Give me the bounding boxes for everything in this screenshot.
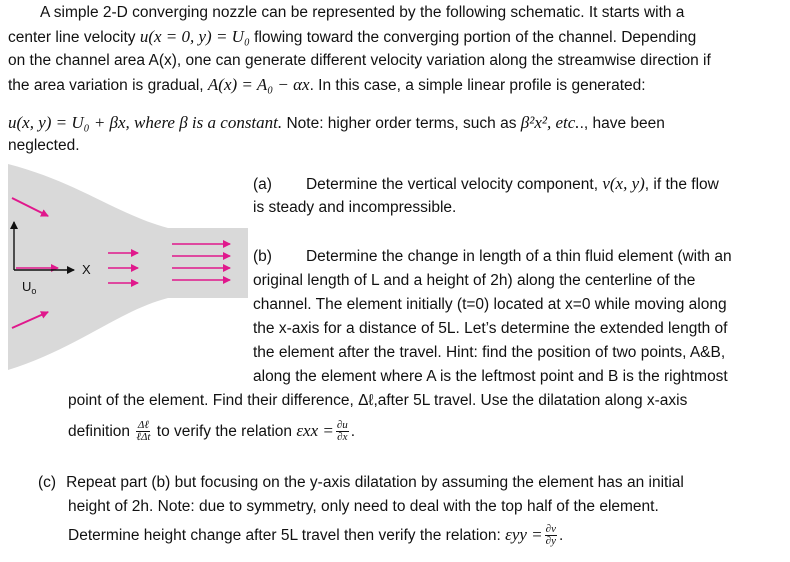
part-b-definition-text: definition [68, 423, 135, 440]
dx-denominator: ∂x [337, 431, 348, 444]
part-c-text: Repeat part (b) but focusing on the y-axis dilatation by assuming the element has an initial [66, 474, 684, 491]
nozzle-schematic [8, 160, 248, 372]
velocity-profile-eq: u(x, y) = U₀ + βx, where β is a constant. [8, 113, 283, 132]
part-b-line-2: original length of L and a height of 2h) along the centerline of the [253, 272, 696, 289]
part-a-text-2: , if the flow [644, 176, 719, 193]
higher-order-eq: β²x², etc. [520, 113, 580, 132]
intro-line-4a: the area variation is gradual, [8, 77, 208, 94]
dilatation-fraction [136, 420, 150, 443]
profile-line-2: neglected. [8, 137, 80, 154]
part-c-line-3 [68, 522, 563, 549]
part-a-text: Determine the vertical velocity component, [305, 176, 603, 193]
part-c-line-1 [38, 472, 684, 494]
dv-numerator: ∂v [545, 523, 556, 536]
part-b-line-3: channel. The element initially (t=0) located at x=0 while moving along [253, 296, 727, 313]
intro-line-1: A simple 2-D converging nozzle can be represented by the following schematic. It starts with a [40, 4, 685, 21]
du-dx-fraction [336, 420, 349, 443]
profile-note-end: ., have been [579, 115, 665, 132]
intro-line-3: on the channel area A(x), one can generate different velocity variation along the streamwise direction if [8, 52, 711, 69]
dilatation-denominator: ℓΔt [136, 431, 151, 444]
intro-line-2b: flowing toward the converging portion of the channel. Depending [249, 29, 697, 46]
part-b-line-5: the element after the travel. Hint: find the position of two points, A&B, [253, 344, 726, 361]
profile-line-1 [8, 112, 665, 135]
dilatation-numerator: Δℓ [137, 419, 149, 432]
part-a-label: (a) [253, 176, 272, 193]
profile-note: Note: higher order terms, such as [282, 115, 521, 132]
dy-denominator: ∂y [545, 535, 556, 548]
part-b-verify-text: to verify the relation [152, 423, 297, 440]
part-b-line-6: along the element where A is the leftmost point and B is the rightmost [253, 368, 728, 385]
part-b-text: Determine the change in length of a thin fluid element (with an [305, 248, 732, 265]
intro-line-2 [8, 26, 696, 49]
du-numerator: ∂u [336, 419, 348, 432]
vertical-velocity-eq: v(x, y) [602, 174, 645, 193]
u0-label: $U_o$ [22, 279, 37, 296]
part-b-line-8 [68, 418, 355, 445]
part-a-line-1 [253, 173, 719, 196]
part-b-end: . [350, 423, 356, 440]
part-b-line-4: the x-axis for a distance of 5L. Let’s determine the extended length of [253, 320, 728, 337]
part-c-label: (c) [38, 474, 57, 491]
part-c-verify-text: Determine height change after 5L travel then verify the relation: [68, 527, 506, 544]
strain-yy-eq: εyy = [505, 525, 543, 544]
area-eq: A(x) = A₀ − αx [207, 75, 310, 94]
x-axis-label: X [82, 262, 91, 277]
part-c-line-2: height of 2h. Note: due to symmetry, only need to deal with the top half of the element. [68, 498, 659, 515]
dv-dy-fraction [545, 524, 557, 547]
centerline-velocity-eq: u(x = 0, y) = U₀ [139, 27, 250, 46]
part-c-end: . [558, 527, 564, 544]
part-b-line-7: point of the element. Find their difference, Δℓ,after 5L travel. Use the dilatation along x-axis [68, 392, 688, 409]
part-b-line-1 [253, 246, 732, 268]
strain-xx-eq: εxx = [296, 421, 334, 440]
part-b-label: (b) [253, 248, 272, 265]
intro-line-4 [8, 74, 646, 97]
nozzle-body [8, 164, 248, 370]
intro-line-4b: . In this case, a simple linear profile is generated: [309, 77, 646, 94]
intro-line-2a: center line velocity [8, 29, 140, 46]
part-a-line-2: is steady and incompressible. [253, 199, 457, 216]
